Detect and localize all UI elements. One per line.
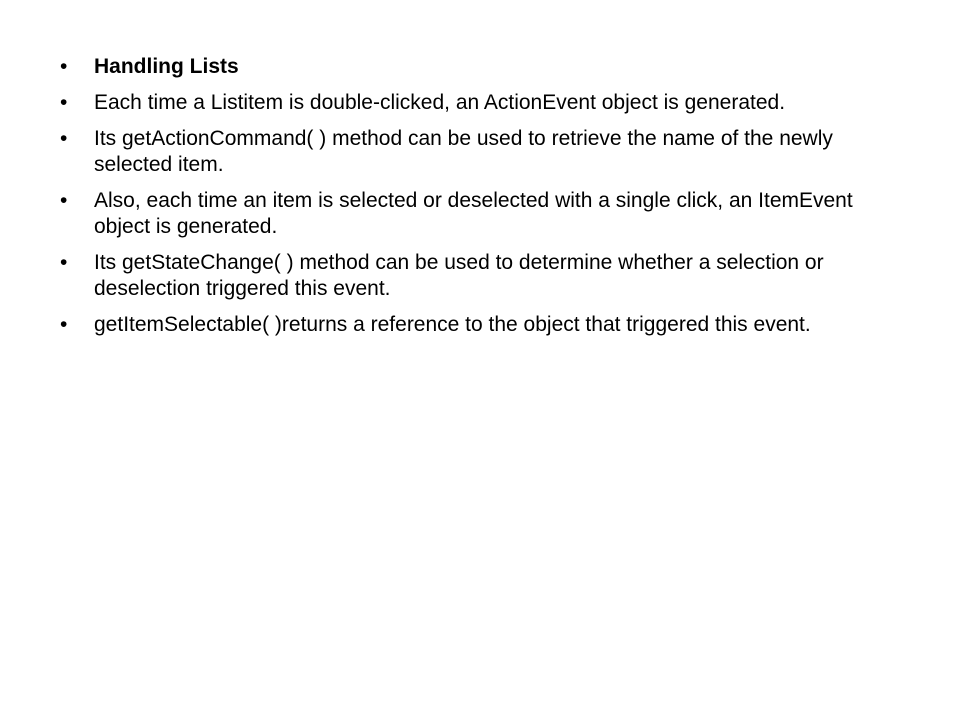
bullet-item bbox=[60, 90, 910, 116]
bullet-item bbox=[60, 250, 910, 302]
bullet-text: Also, each time an item is selected or deselected with a single click, an ItemEvent object is generated. bbox=[94, 189, 853, 238]
bullet-text: Each time a Listitem is double-clicked, an ActionEvent object is generated. bbox=[94, 91, 786, 114]
bullet-icon: • bbox=[60, 91, 68, 114]
bullet-icon: • bbox=[60, 189, 68, 212]
bullet-item bbox=[60, 312, 910, 338]
bullet-text: Its getActionCommand( ) method can be used to retrieve the name of the newly selected item. bbox=[94, 127, 833, 176]
bullet-item-heading bbox=[60, 54, 910, 80]
bullet-item bbox=[60, 126, 910, 178]
bullet-text: Handling Lists bbox=[94, 55, 239, 78]
bullet-text: getItemSelectable( )returns a reference to the object that triggered this event. bbox=[94, 313, 811, 336]
bullet-text: Its getStateChange( ) method can be used to determine whether a selection or deselection triggered this event. bbox=[94, 251, 824, 300]
bullet-list bbox=[60, 54, 910, 348]
bullet-item bbox=[60, 188, 910, 240]
bullet-icon: • bbox=[60, 127, 68, 150]
bullet-icon: • bbox=[60, 251, 68, 274]
bullet-icon: • bbox=[60, 55, 68, 78]
bullet-icon: • bbox=[60, 313, 68, 336]
